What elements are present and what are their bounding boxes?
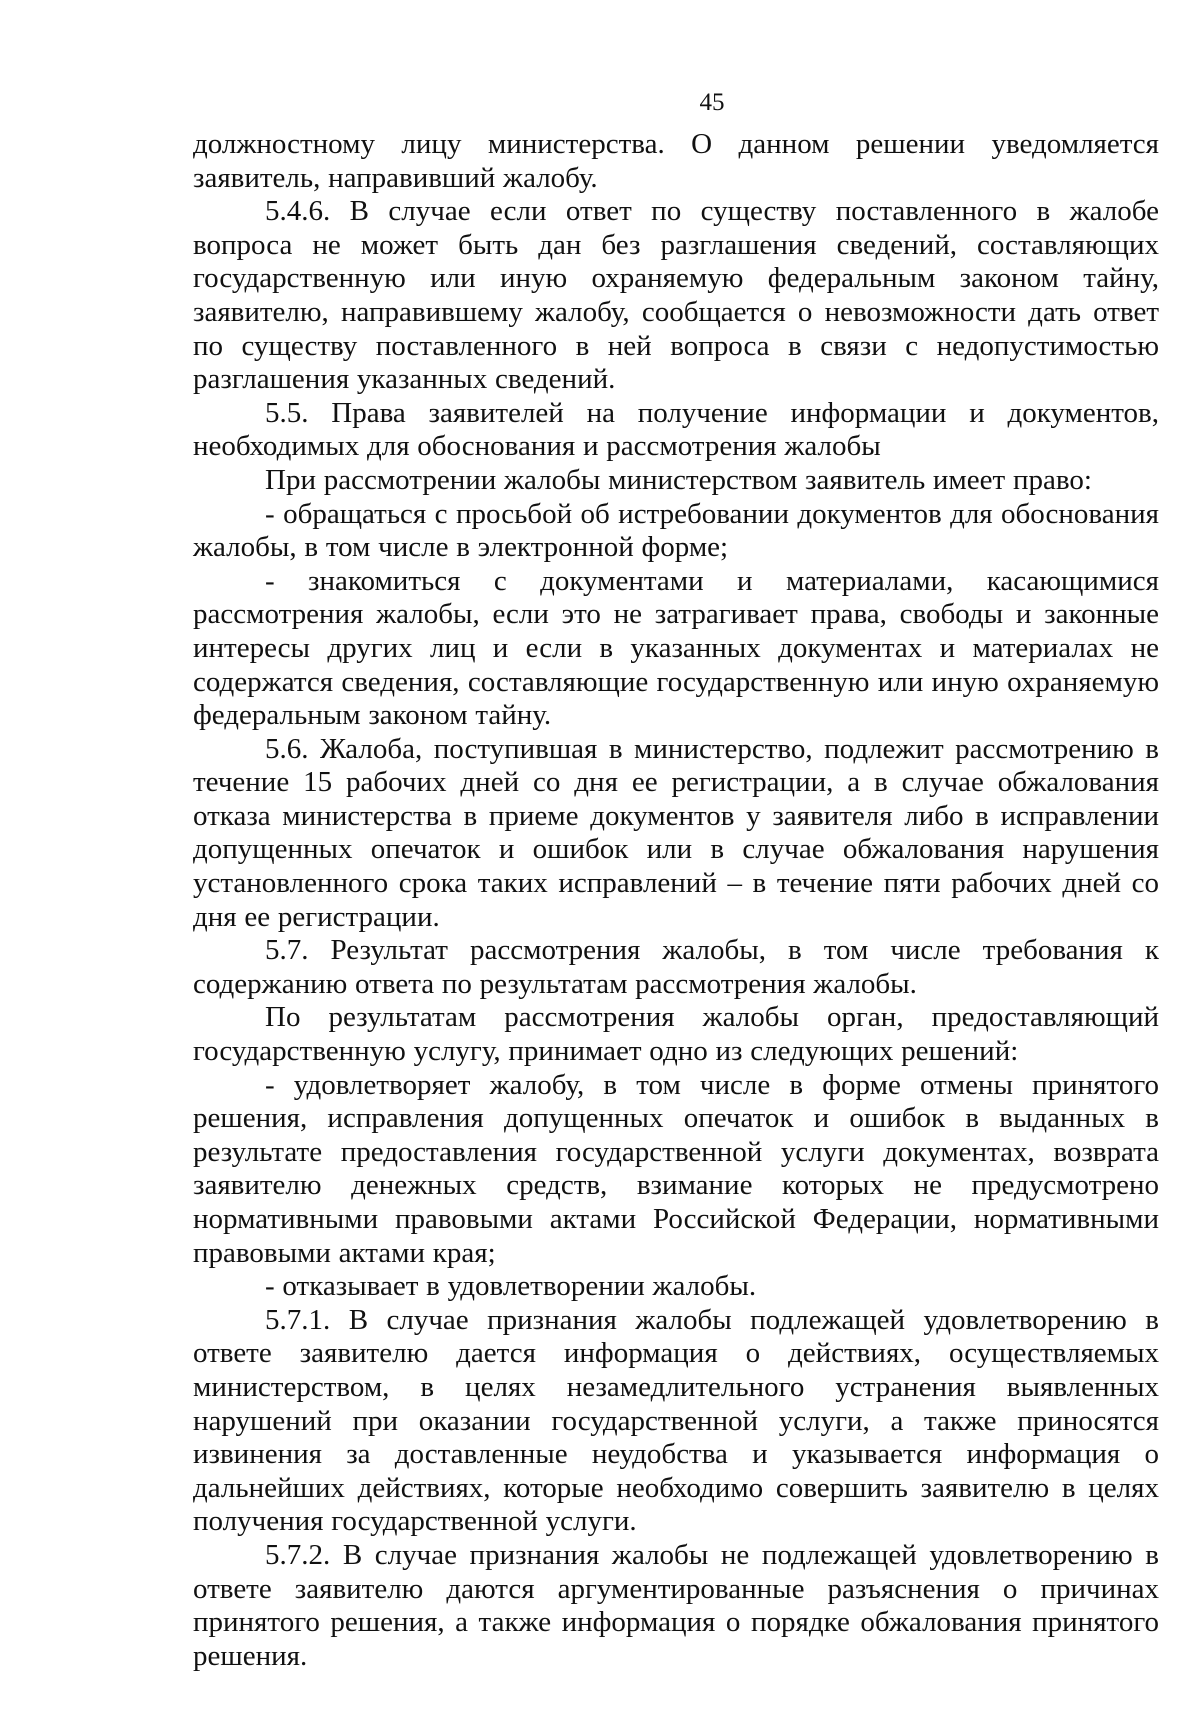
paragraph-right-review-materials: - знакомиться с документами и материалами, касающимися рассмотрения жалобы, если это не затрагивает права, свободы и законные интересы других лиц и если в указанных документах и материалах не содержатся сведения, составляющие государственную или иную охраняемую федеральным законом тайну. xyxy=(193,564,1159,732)
paragraph-5-6: 5.6. Жалоба, поступившая в министерство, подлежит рассмотрению в течение 15 рабочих дней со дня ее регистрации, а в случае обжалования отказа министерства в приеме документов у заявителя либо в исправлении допущенных опечаток и ошибок или в случае обжалования нарушения установленного срока таких исправлений – в течение пяти рабочих дней со дня ее регистрации. xyxy=(193,732,1159,933)
paragraph-decision-satisfy: - удовлетворяет жалобу, в том числе в форме отмены принятого решения, исправления допущенных опечаток и ошибок в выданных в результате предоставления государственной услуги документах, возврата заявителю денежных средств, взимание которых не предусмотрено нормативными правовыми актами Российской Федерации, нормативными правовыми актами края; xyxy=(193,1068,1159,1269)
paragraph-decisions-intro: По результатам рассмотрения жалобы орган, предоставляющий государственную услугу, принимает одно из следующих решений: xyxy=(193,1001,1159,1068)
paragraph-5-7: 5.7. Результат рассмотрения жалобы, в том числе требования к содержанию ответа по результатам рассмотрения жалобы. xyxy=(193,934,1159,1000)
paragraph-5-7-1: 5.7.1. В случае признания жалобы подлежащей удовлетворению в ответе заявителю дается информация о действиях, осуществляемых министерством, в целях незамедлительного устранения выявленных нарушений при оказании государственной услуги, а также приносятся извинения за доставленные неудобства и указывается информация о дальнейших действиях, которые необходимо совершить заявителю в целях получения государственной услуги. xyxy=(193,1303,1159,1538)
paragraph-5-4-6: 5.4.6. В случае если ответ по существу поставленного в жалобе вопроса не может быть дан без разглашения сведений, составляющих государственную или иную охраняемую федеральным законом тайну, заявителю, направившему жалобу, сообщается о невозможности дать ответ по существу поставленного в ней вопроса в связи с недопустимостью разглашения указанных сведений. xyxy=(193,195,1159,396)
document-body xyxy=(193,128,1159,1673)
paragraph-rights-intro: При рассмотрении жалобы министерством заявитель имеет право: xyxy=(265,463,1092,496)
page-number-container xyxy=(0,88,1200,118)
paragraph-5-7-2: 5.7.2. В случае признания жалобы не подлежащей удовлетворению в ответе заявителю даются аргументированные разъяснения о причинах принятого решения, а также информация о порядке обжалования принятого решения. xyxy=(193,1538,1159,1672)
paragraph-1: должностному лицу министерства. О данном решении уведомляется заявитель, направивший жалобу. xyxy=(193,128,1159,194)
paragraph-right-request-documents: - обращаться с просьбой об истребовании документов для обоснования жалобы, в том числе в электронной форме; xyxy=(193,497,1159,564)
page-number: 45 xyxy=(699,89,725,116)
paragraph-5-5: 5.5. Права заявителей на получение информации и документов, необходимых для обоснования и рассмотрения жалобы xyxy=(193,396,1159,463)
paragraph-decision-refuse: - отказывает в удовлетворении жалобы. xyxy=(265,1270,757,1303)
